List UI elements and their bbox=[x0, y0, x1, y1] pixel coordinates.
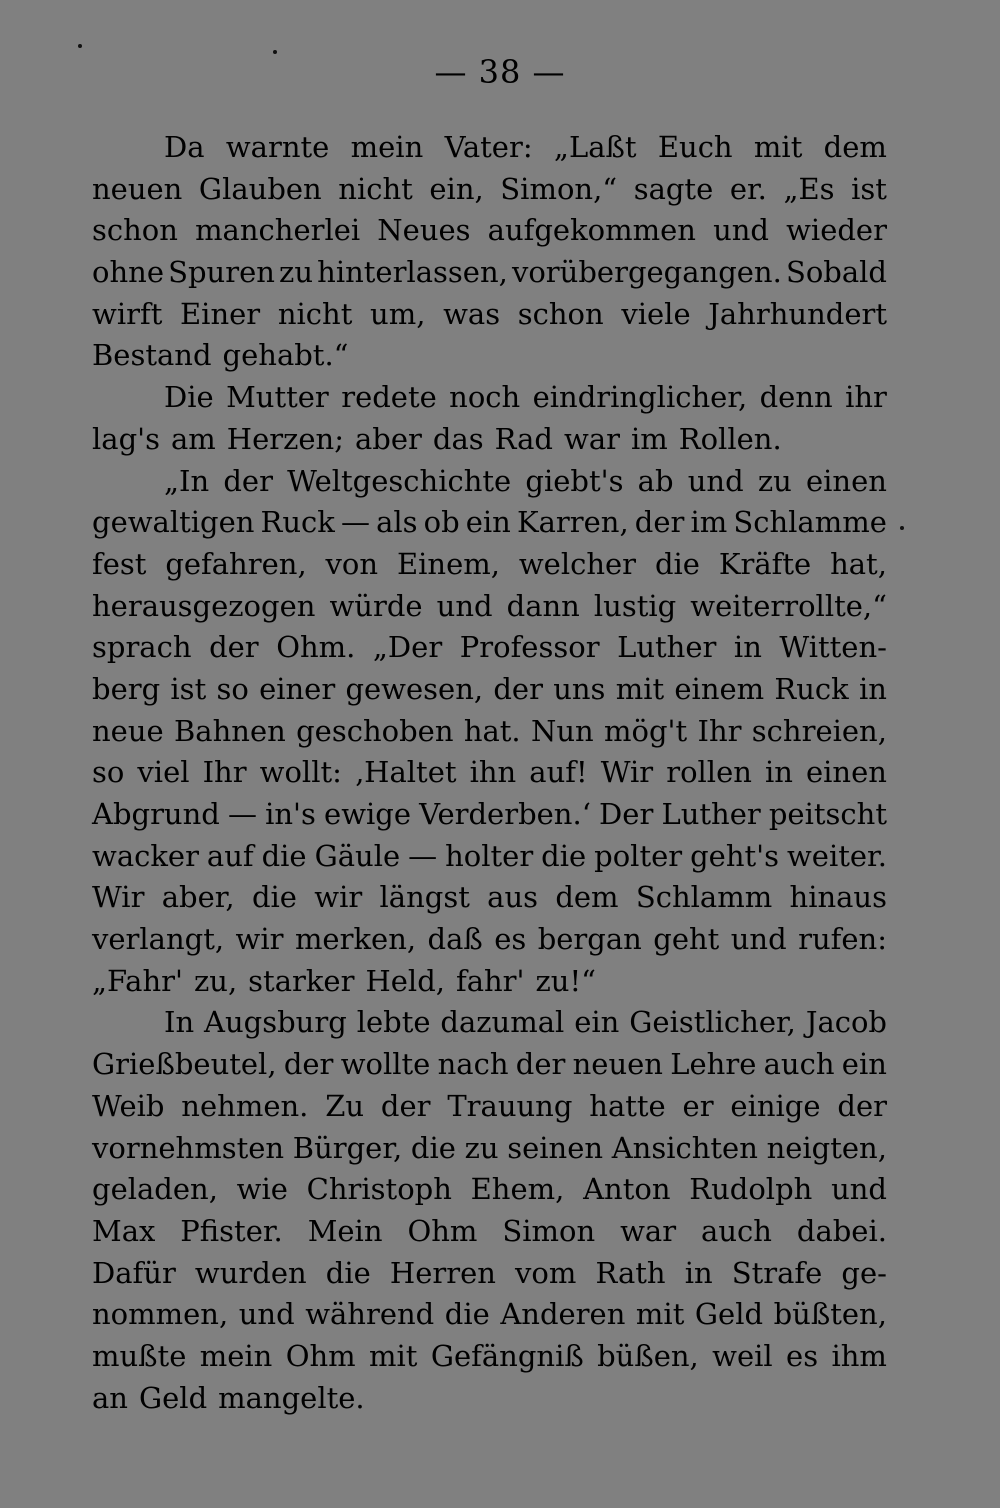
word: — bbox=[408, 838, 438, 873]
word: neuen bbox=[92, 171, 183, 206]
word: aber bbox=[355, 421, 422, 456]
word: mein bbox=[350, 130, 424, 164]
word: gewesen, bbox=[345, 671, 484, 706]
word: ihn bbox=[469, 755, 517, 790]
word: Luther bbox=[617, 630, 717, 665]
word: die bbox=[444, 1297, 490, 1332]
body-text bbox=[92, 127, 887, 1419]
word: Jacob bbox=[805, 1005, 887, 1040]
word: dazumal bbox=[440, 1005, 565, 1040]
word: geschoben bbox=[296, 713, 454, 748]
word: gefahren, bbox=[165, 546, 307, 581]
word: Witten- bbox=[779, 630, 887, 665]
word: Max bbox=[92, 1213, 156, 1248]
word: es bbox=[786, 1338, 819, 1373]
word: aus bbox=[487, 880, 539, 915]
word: Gäule bbox=[314, 838, 401, 873]
word: peitscht bbox=[768, 797, 887, 831]
word: In bbox=[164, 1005, 195, 1040]
word: Verderben.‘ bbox=[419, 797, 591, 831]
word: Abgrund bbox=[92, 797, 220, 831]
word: Christoph bbox=[306, 1172, 452, 1207]
word: mit bbox=[635, 1297, 685, 1332]
word: weiterrollte,“ bbox=[690, 588, 887, 623]
text-line bbox=[92, 877, 887, 919]
word: Spuren bbox=[168, 255, 275, 290]
word: im bbox=[690, 505, 728, 540]
word: ein bbox=[841, 1047, 887, 1082]
text-line bbox=[92, 1294, 887, 1336]
word: würde bbox=[329, 588, 423, 623]
word: bergan bbox=[537, 922, 642, 957]
word: die bbox=[654, 546, 700, 581]
word: gewaltigen bbox=[92, 505, 255, 540]
word: einem bbox=[674, 671, 765, 706]
word: nommen, bbox=[92, 1297, 229, 1332]
word: um, bbox=[370, 296, 426, 331]
word: Geld bbox=[694, 1297, 764, 1332]
word: sprach bbox=[92, 630, 192, 665]
word: ein, bbox=[429, 171, 484, 206]
word: „Fahr' bbox=[92, 963, 183, 998]
word: der bbox=[223, 463, 273, 498]
word: ohne bbox=[92, 255, 164, 290]
word: lag's bbox=[92, 421, 160, 456]
word: daß bbox=[427, 922, 483, 957]
word: zu!“ bbox=[535, 963, 596, 998]
word: Geld bbox=[138, 1380, 208, 1415]
word: einer bbox=[259, 671, 336, 706]
word: Ihr bbox=[202, 755, 247, 790]
word: in bbox=[764, 755, 793, 790]
word: so bbox=[216, 671, 249, 706]
word: zu bbox=[757, 463, 792, 498]
word: gehabt.“ bbox=[222, 338, 349, 373]
word: berg bbox=[92, 671, 161, 706]
text-line bbox=[92, 1378, 887, 1420]
text-line bbox=[92, 1002, 887, 1044]
word: viel bbox=[137, 755, 190, 790]
word: Ohm. bbox=[276, 630, 356, 665]
word: mög't bbox=[604, 713, 688, 748]
text-line bbox=[92, 836, 887, 878]
word: Vater: bbox=[444, 130, 533, 164]
paper-speck bbox=[900, 526, 904, 530]
word: geht bbox=[653, 922, 720, 957]
word: wacker bbox=[92, 838, 199, 873]
word: die bbox=[251, 880, 297, 915]
word: wir bbox=[314, 880, 363, 915]
word: Sobald bbox=[785, 255, 887, 290]
text-line bbox=[92, 127, 887, 169]
word: warnte bbox=[225, 130, 330, 164]
word: das bbox=[432, 421, 484, 456]
word: war bbox=[564, 421, 620, 456]
word: wie bbox=[236, 1172, 288, 1207]
word: wirft bbox=[92, 296, 163, 331]
word: nicht bbox=[338, 171, 413, 206]
word: einige bbox=[730, 1088, 821, 1123]
word: verlangt, bbox=[92, 922, 225, 957]
word: Grießbeutel, bbox=[92, 1047, 277, 1082]
word: auch bbox=[763, 1047, 835, 1082]
word: der bbox=[634, 505, 685, 540]
word: hinaus bbox=[789, 880, 887, 915]
word: büßten, bbox=[773, 1297, 887, 1332]
word: Gefängniß bbox=[430, 1338, 584, 1373]
text-line bbox=[92, 586, 887, 628]
word: schreien, bbox=[751, 713, 887, 748]
word: die bbox=[410, 1130, 456, 1165]
word: ihm bbox=[831, 1338, 887, 1373]
word: giebt's bbox=[525, 463, 624, 498]
word: vornehmsten bbox=[92, 1130, 285, 1165]
word: Einer bbox=[180, 296, 261, 331]
word: wir bbox=[235, 922, 284, 957]
word: zu bbox=[279, 255, 314, 290]
word: herausgezogen bbox=[92, 588, 316, 623]
word: ein bbox=[465, 505, 511, 540]
text-line bbox=[92, 919, 887, 961]
word: vorübergegangen. bbox=[511, 255, 782, 290]
word: Simon bbox=[502, 1213, 596, 1248]
word: hat. bbox=[463, 713, 521, 748]
word: und bbox=[238, 1297, 295, 1332]
word: Euch bbox=[657, 130, 733, 164]
word: und bbox=[687, 463, 744, 498]
word: mein bbox=[199, 1338, 273, 1373]
word: Da bbox=[164, 130, 205, 164]
text-line bbox=[92, 1211, 887, 1253]
word: ‚Haltet bbox=[354, 755, 457, 790]
word: auf! bbox=[529, 755, 588, 790]
word: lustig bbox=[593, 588, 677, 623]
word: Dafür bbox=[92, 1255, 176, 1290]
text-line bbox=[92, 502, 887, 544]
text-line bbox=[92, 294, 887, 336]
word: Jahrhundert bbox=[708, 296, 887, 331]
word: mit bbox=[369, 1338, 418, 1373]
word: der bbox=[283, 1047, 334, 1082]
word: dem bbox=[823, 130, 887, 164]
word: Ohm bbox=[285, 1338, 356, 1373]
word: am bbox=[170, 421, 216, 456]
word: Rudolph bbox=[689, 1172, 813, 1207]
text-line bbox=[92, 1128, 887, 1170]
word: Ansichten bbox=[611, 1130, 758, 1165]
word: in bbox=[684, 1255, 713, 1290]
word: Rath bbox=[595, 1255, 666, 1290]
word: viele bbox=[621, 296, 691, 331]
text-line bbox=[92, 335, 887, 377]
word: Ohm bbox=[407, 1213, 478, 1248]
word: Nun bbox=[530, 713, 594, 748]
word: die bbox=[541, 838, 587, 873]
word: Bestand bbox=[92, 338, 212, 373]
word: hinterlassen, bbox=[317, 255, 508, 290]
word: Strafe bbox=[731, 1255, 823, 1290]
word: mancherlei bbox=[195, 213, 361, 248]
text-line bbox=[92, 210, 887, 252]
word: aber, bbox=[161, 880, 235, 915]
word: nicht bbox=[277, 296, 353, 331]
word: „Laßt bbox=[553, 130, 637, 164]
word: und bbox=[436, 588, 493, 623]
word: — bbox=[340, 505, 370, 540]
text-line bbox=[92, 669, 887, 711]
word: büßen, bbox=[597, 1338, 699, 1373]
word: uns bbox=[553, 671, 606, 706]
word: weil bbox=[712, 1338, 773, 1373]
word: zu, bbox=[193, 963, 238, 998]
word: mußte bbox=[92, 1338, 187, 1373]
word: seinen bbox=[507, 1130, 604, 1165]
text-line bbox=[92, 1044, 887, 1086]
word: Anton bbox=[583, 1172, 671, 1207]
text-line bbox=[92, 1253, 887, 1295]
word: starker bbox=[248, 963, 355, 998]
word: „Es bbox=[783, 171, 835, 206]
word: in bbox=[859, 671, 887, 706]
word: Pfister. bbox=[180, 1213, 283, 1248]
word: wollt: bbox=[259, 755, 342, 790]
word: Augsburg bbox=[204, 1005, 347, 1040]
word: Bahnen bbox=[174, 713, 286, 748]
word: eindringlicher, bbox=[532, 380, 748, 415]
word: der bbox=[837, 1088, 887, 1123]
word: welcher bbox=[518, 546, 637, 581]
word: dann bbox=[506, 588, 580, 623]
text-line bbox=[92, 544, 887, 586]
word: redete bbox=[341, 380, 437, 415]
word: Anderen bbox=[500, 1297, 626, 1332]
word: Geistlicher, bbox=[629, 1005, 796, 1040]
word: dem bbox=[555, 880, 619, 915]
word: hat, bbox=[830, 546, 887, 581]
word: weiter. bbox=[786, 838, 887, 873]
text-line bbox=[92, 627, 887, 669]
word: ob bbox=[423, 505, 460, 540]
text-line bbox=[92, 1336, 887, 1378]
text-line bbox=[92, 461, 887, 503]
text-line bbox=[92, 752, 887, 794]
word: als bbox=[376, 505, 418, 540]
word: ewige bbox=[324, 797, 412, 831]
word: während bbox=[305, 1297, 435, 1332]
word: wurden bbox=[194, 1255, 307, 1290]
text-line bbox=[92, 377, 887, 419]
word: geht's bbox=[690, 838, 780, 873]
word: der bbox=[493, 671, 543, 706]
word: Ehem, bbox=[470, 1172, 565, 1207]
word: Mein bbox=[307, 1213, 383, 1248]
word: fest bbox=[92, 546, 147, 581]
word: Lehre bbox=[670, 1047, 757, 1082]
word: Weltgeschichte bbox=[287, 463, 512, 498]
word: ihr bbox=[845, 380, 887, 415]
word: zu bbox=[464, 1130, 499, 1165]
word: auf bbox=[206, 838, 254, 873]
word: in's bbox=[265, 797, 316, 831]
word: was bbox=[443, 296, 501, 331]
text-line bbox=[92, 711, 887, 753]
word: der bbox=[515, 1047, 566, 1082]
word: so bbox=[92, 755, 125, 790]
word: sagte bbox=[633, 171, 714, 206]
word: ein bbox=[574, 1005, 620, 1040]
word: Wir bbox=[600, 755, 654, 790]
word: einen bbox=[806, 755, 887, 790]
word: Herzen; bbox=[226, 421, 344, 456]
word: Professor bbox=[459, 630, 600, 665]
word: längst bbox=[379, 880, 470, 915]
word: Ruck bbox=[260, 505, 335, 540]
word: — bbox=[227, 797, 257, 831]
word: schon bbox=[92, 213, 178, 248]
word: auch bbox=[701, 1213, 772, 1248]
word: rufen: bbox=[798, 922, 887, 957]
word: es bbox=[494, 922, 527, 957]
word: Zu bbox=[325, 1088, 365, 1123]
word: er. bbox=[729, 171, 767, 206]
word: Einem, bbox=[396, 546, 500, 581]
word: und bbox=[713, 213, 769, 248]
word: einen bbox=[805, 463, 887, 498]
word: noch bbox=[449, 380, 521, 415]
word: Die bbox=[164, 380, 214, 415]
word: Schlamme bbox=[733, 505, 887, 540]
word: Trauung bbox=[447, 1088, 573, 1123]
word: Glauben bbox=[198, 171, 322, 206]
word: nehmen. bbox=[181, 1088, 309, 1123]
word: neuen bbox=[572, 1047, 663, 1082]
word: und bbox=[730, 922, 787, 957]
word: im bbox=[630, 421, 668, 456]
word: Luther bbox=[661, 797, 761, 831]
word: mit bbox=[615, 671, 665, 706]
word: Neues bbox=[377, 213, 471, 248]
word: schon bbox=[517, 296, 604, 331]
word: Karren, bbox=[516, 505, 629, 540]
word: Rad bbox=[494, 421, 553, 456]
word: Held, bbox=[365, 963, 445, 998]
word: die bbox=[261, 838, 307, 873]
word: ab bbox=[637, 463, 674, 498]
word: rollen bbox=[666, 755, 752, 790]
text-line bbox=[92, 1086, 887, 1128]
word: Bürger, bbox=[292, 1130, 403, 1165]
text-line bbox=[92, 169, 887, 211]
word: die bbox=[325, 1255, 371, 1290]
word: fahr' bbox=[455, 963, 525, 998]
word: er bbox=[682, 1088, 714, 1123]
text-line bbox=[92, 961, 887, 1003]
page-number: — 38 — bbox=[434, 53, 566, 91]
word: ge- bbox=[841, 1255, 887, 1290]
word: Herren bbox=[389, 1255, 496, 1290]
word: Schlamm bbox=[635, 880, 773, 915]
word: Weib bbox=[92, 1088, 165, 1123]
word: Simon,“ bbox=[500, 171, 618, 206]
word: dabei. bbox=[796, 1213, 887, 1248]
paper-speck bbox=[273, 50, 277, 54]
word: holter bbox=[445, 838, 534, 873]
text-line bbox=[92, 252, 887, 294]
word: und bbox=[831, 1172, 887, 1207]
text-line bbox=[92, 419, 887, 461]
word: polter bbox=[594, 838, 683, 873]
word: nach bbox=[437, 1047, 509, 1082]
word: merken, bbox=[294, 922, 417, 957]
word: Ruck bbox=[774, 671, 849, 706]
word: in bbox=[733, 630, 762, 665]
word: ist bbox=[851, 171, 887, 206]
word: Der bbox=[599, 797, 654, 831]
word: wollte bbox=[340, 1047, 431, 1082]
word: mangelte. bbox=[218, 1380, 365, 1415]
word: denn bbox=[759, 380, 833, 415]
word: neigten, bbox=[766, 1130, 887, 1165]
word: vom bbox=[515, 1255, 577, 1290]
word: lebte bbox=[356, 1005, 431, 1040]
word: wieder bbox=[786, 213, 887, 248]
word: „Der bbox=[372, 630, 443, 665]
word: Rollen. bbox=[678, 421, 782, 456]
word: war bbox=[620, 1213, 677, 1248]
word: ist bbox=[170, 671, 207, 706]
text-line bbox=[92, 794, 887, 836]
word: an bbox=[92, 1380, 128, 1415]
word: geladen, bbox=[92, 1172, 218, 1207]
word: Kräfte bbox=[718, 546, 812, 581]
word: Wir bbox=[92, 880, 145, 915]
word: der bbox=[209, 630, 259, 665]
word: aufgekommen bbox=[487, 213, 696, 248]
word: der bbox=[380, 1088, 431, 1123]
word: Ihr bbox=[697, 713, 742, 748]
word: „In bbox=[164, 463, 210, 498]
word: hatte bbox=[589, 1088, 666, 1123]
word: neue bbox=[92, 713, 164, 748]
word: von bbox=[325, 546, 379, 581]
word: Mutter bbox=[226, 380, 329, 415]
word: mit bbox=[753, 130, 803, 164]
text-line bbox=[92, 1169, 887, 1211]
paper-speck bbox=[78, 44, 82, 48]
